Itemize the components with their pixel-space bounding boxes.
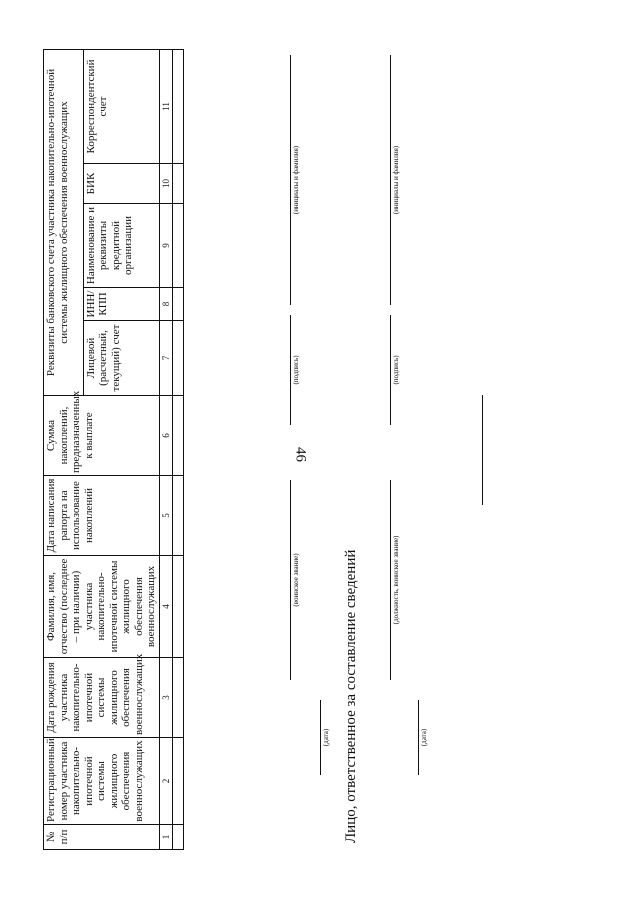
requisites-table	[43, 49, 184, 850]
separator-line	[482, 395, 483, 505]
header-cell-6: Сумма накоплений, предназначенных к выплате	[44, 396, 160, 476]
column-number: 10	[159, 164, 173, 204]
signature-field-2	[390, 315, 400, 425]
column-number: 5	[159, 476, 173, 556]
column-number: 1	[159, 825, 173, 850]
date-caption-2: (дата)	[420, 728, 428, 747]
header-cell-2: Регистрационный номер участника накопительно-ипотечной системы жилищного обеспечения военнослужащих	[44, 738, 160, 825]
signature-caption: (подпись)	[292, 355, 300, 385]
position-signature-field	[390, 480, 400, 680]
header-cell-3: Дата рождения участника накопительно-ипотечной системы жилищного обеспечения военнослужащих	[44, 658, 160, 738]
responsible-heading: Лицо, ответственное за составление сведений	[343, 549, 359, 843]
initials-caption-2: (инициалы и фамилия)	[392, 145, 400, 215]
blank-cell	[173, 49, 184, 163]
header-cell-7: Лицевой (расчетный, текущий) счет	[83, 321, 159, 396]
date-field	[320, 700, 330, 775]
blank-cell	[173, 476, 184, 556]
column-number: 7	[159, 321, 173, 396]
blank-cell	[173, 321, 184, 396]
blank-cell	[173, 164, 184, 204]
initials-caption: (инициалы и фамилия)	[292, 145, 300, 215]
header-row-1	[44, 49, 84, 849]
header-cell-10: БИК	[83, 164, 159, 204]
group-header-cell: Реквизиты банковского счета участника накопительно-ипотечной системы жилищного обеспечения военнослужащих	[44, 49, 84, 395]
signature-caption-2: (подпись)	[392, 355, 400, 385]
rank-caption: (воинское звание)	[292, 553, 300, 607]
position-caption: (должность, воинское звание)	[392, 535, 400, 625]
column-number: 4	[159, 556, 173, 658]
initials-signature-field	[290, 55, 300, 305]
signature-field	[290, 315, 300, 425]
column-number: 3	[159, 658, 173, 738]
column-number: 11	[159, 49, 173, 163]
date-field-2	[418, 700, 428, 775]
header-cell-11: Корреспондентский счет	[83, 49, 159, 163]
date-caption: (дата)	[322, 728, 330, 747]
column-number: 9	[159, 204, 173, 288]
header-cell-9: Наименование и реквизиты кредитной организации	[83, 204, 159, 288]
column-number: 6	[159, 396, 173, 476]
header-cell-4: Фамилия, имя, отчество (последнее – при наличии) участника накопительно-ипотечной системы жилищного обеспечения военнослужащих	[44, 556, 160, 658]
blank-cell	[173, 288, 184, 321]
blank-cell	[173, 556, 184, 658]
blank-cell	[173, 204, 184, 288]
header-cell-5: Дата написания рапорта на использование накоплений	[44, 476, 160, 556]
blank-cell	[173, 658, 184, 738]
blank-row	[173, 49, 184, 849]
page-number: 46	[292, 447, 309, 462]
blank-cell	[173, 738, 184, 825]
initials-signature-field-2	[390, 55, 400, 305]
header-cell-1: № п/п	[44, 825, 160, 850]
column-number-row	[159, 49, 173, 849]
header-cell-8: ИНН/ КПП	[83, 288, 159, 321]
rank-signature-field	[290, 480, 300, 680]
column-number: 8	[159, 288, 173, 321]
column-number: 2	[159, 738, 173, 825]
blank-cell	[173, 825, 184, 850]
blank-cell	[173, 396, 184, 476]
